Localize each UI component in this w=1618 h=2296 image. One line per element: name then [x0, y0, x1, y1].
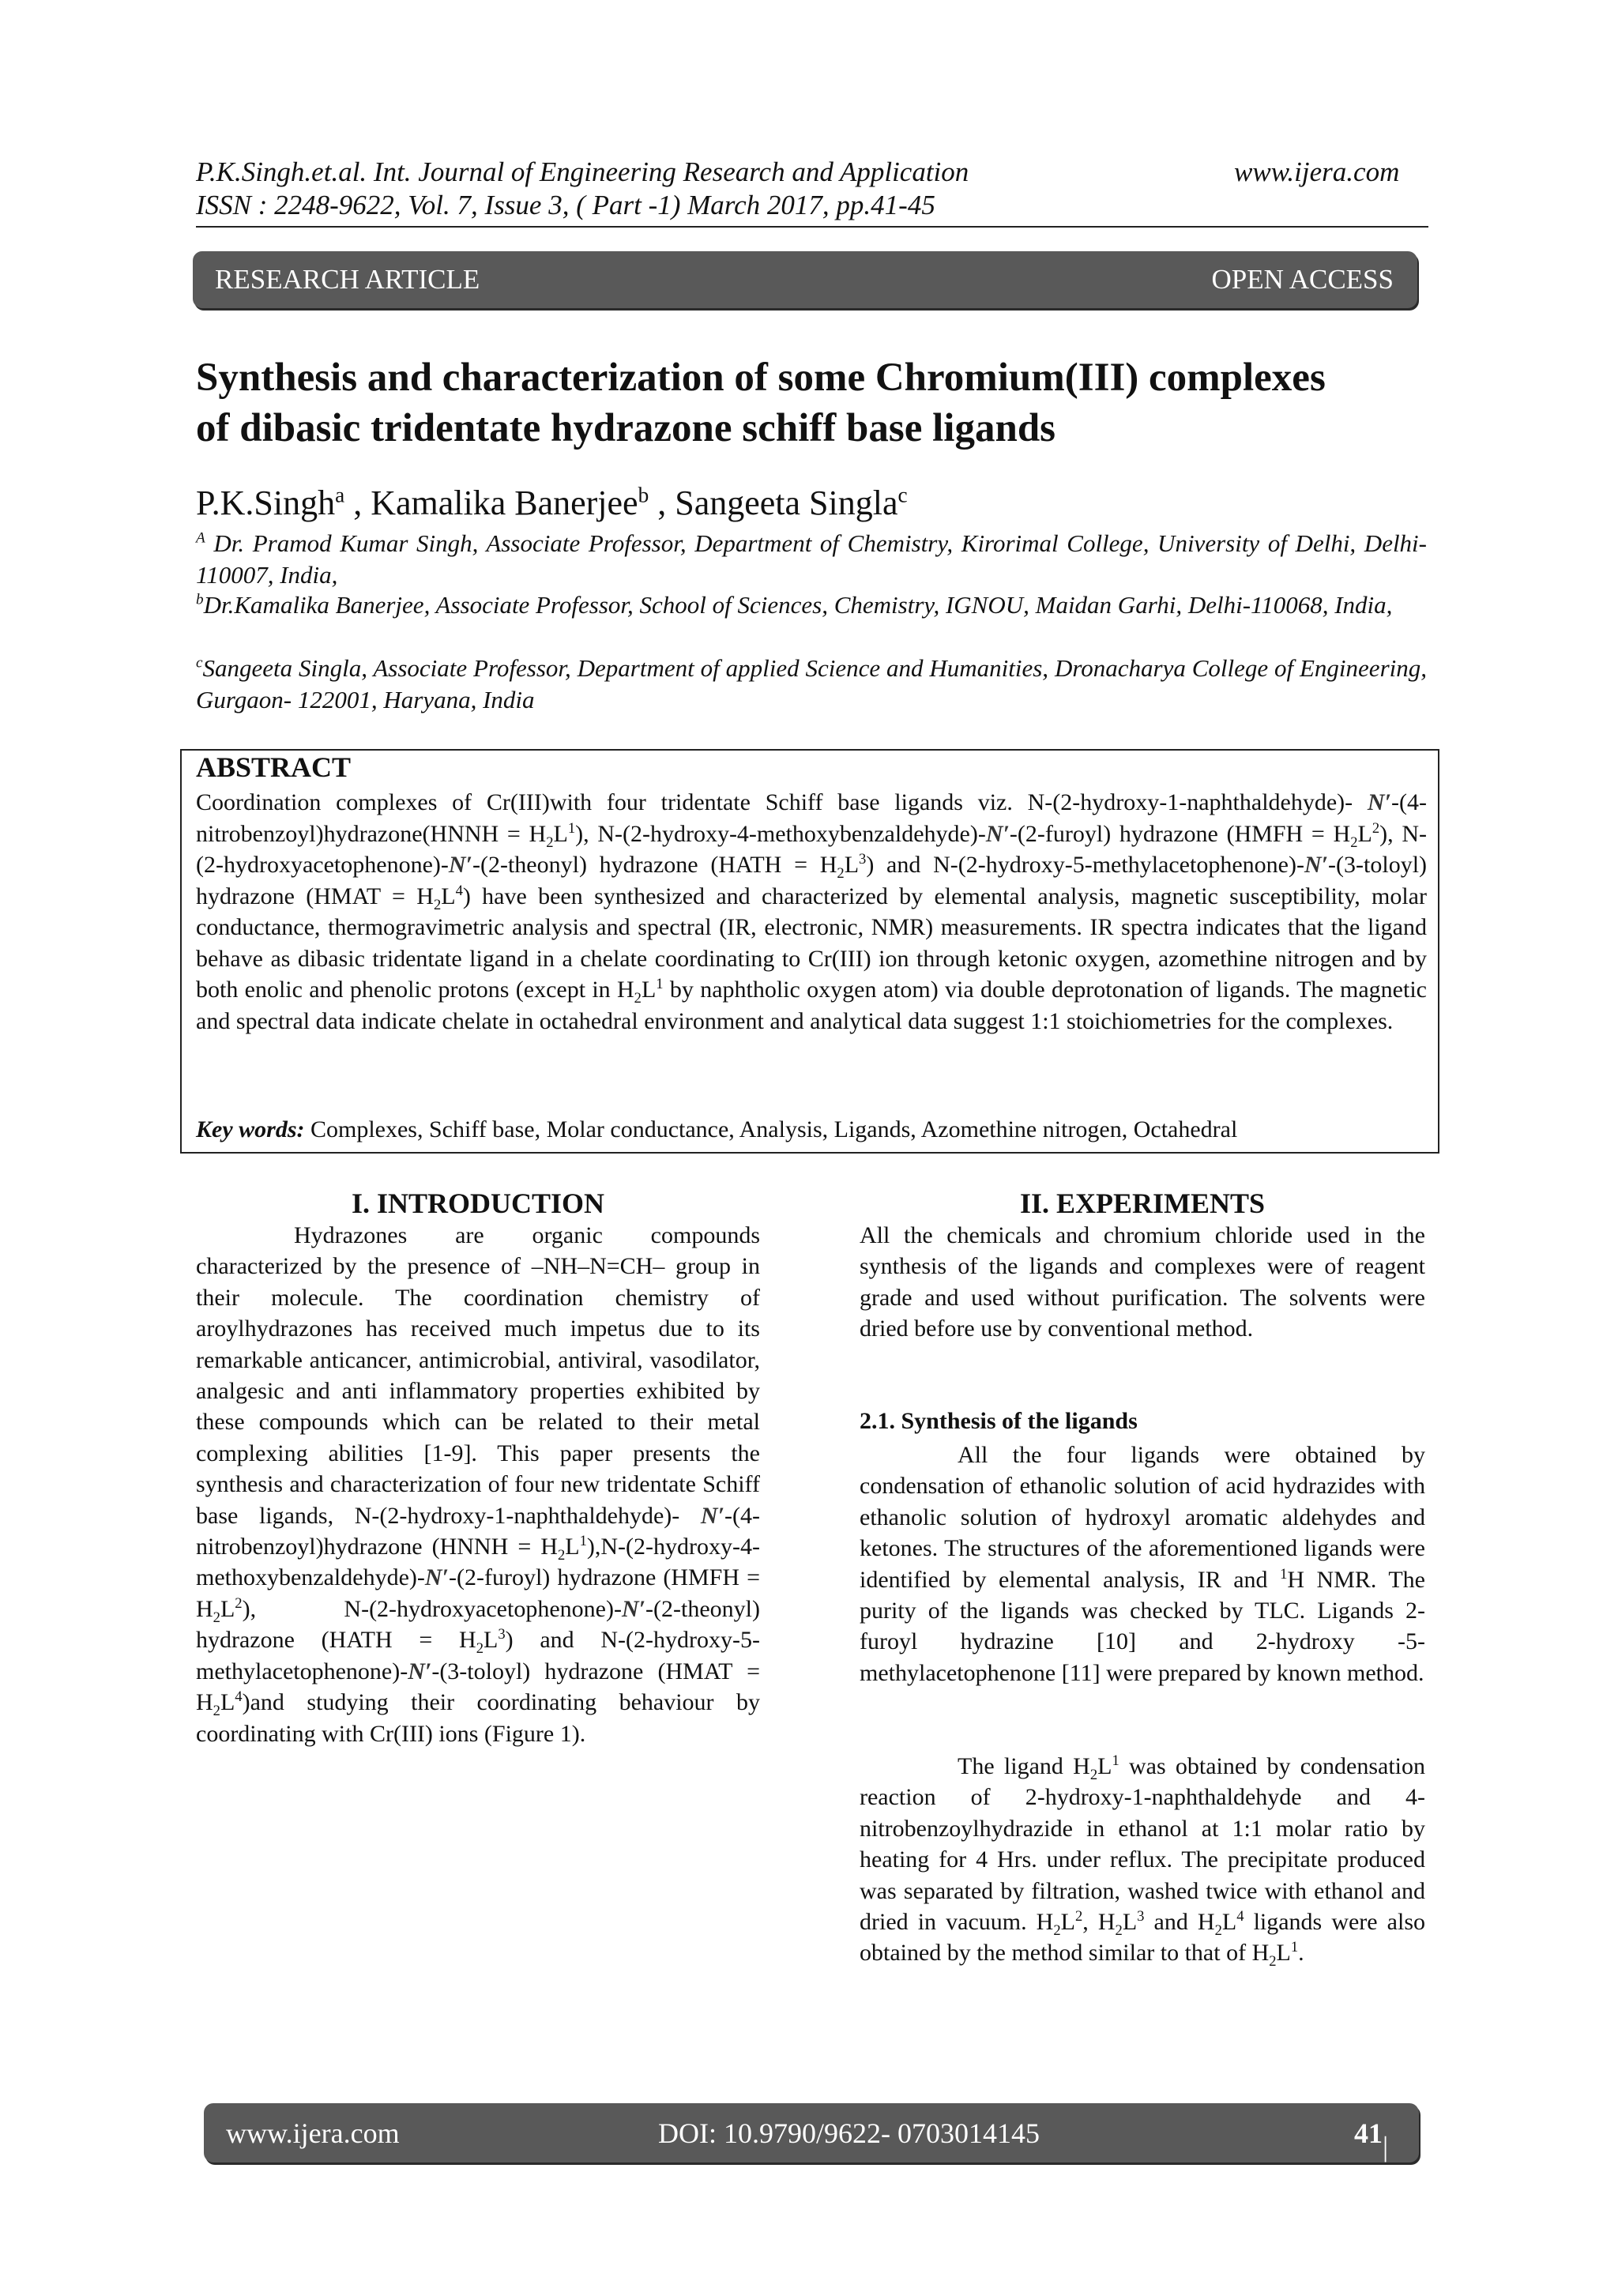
- affiliation-b: $^b$Dr.Kamalika Banerjee, Associate Professor, School of Sciences, Chemistry, IGNOU, Maidan Garhi, Delhi-110068, India,: [196, 591, 1393, 619]
- page-number: 41 | P a g e: [1354, 2117, 1398, 2295]
- page-footer: [204, 2103, 1419, 2295]
- article-type-banner: [193, 251, 1417, 308]
- introduction-heading: I. INTRODUCTION: [351, 1188, 605, 1219]
- affiliation-c: $^c$Sangeeta Singla, Associate Professor, Department of applied Science and Humanities, Dronacharya College of Engineering, Gurgaon- 122001, Haryana, India: [196, 654, 1427, 713]
- experiments-intro-text: All the chemicals and chromium chloride used in the synthesis of the ligands and complexes were of reagent grade and used without purification. The solvents were dried before use by conventional method.: [860, 1222, 1425, 1342]
- keywords: Key words: Complexes, Schiff base, Molar conductance, Analysis, Ligands, Azomethine nitrogen, Octahedral: [196, 1116, 1238, 1142]
- abstract-heading: ABSTRACT: [196, 751, 352, 783]
- author-list: P.K.Singh$^a$ , Kamalika Banerjee$^b$ , Sangeeta Singla$^c$: [196, 483, 908, 522]
- issn-line: ISSN : 2248-9622, Vol. 7, Issue 3, ( Part -1) March 2017, pp.41-45: [196, 190, 935, 220]
- synthesis-subheading: 2.1. Synthesis of the ligands: [860, 1408, 1138, 1434]
- research-article-label: RESEARCH ARTICLE: [215, 264, 480, 295]
- synthesis-text: All the four ligands were obtained by condensation of ethanolic solution of acid hydrazides with ethanolic solution of hydroxyl aromatic aldehydes and ketones. The structures of the aforementioned ligands were identified by elemental analysis, IR and $^1$H NMR. The purity of the ligands was checked by TLC. Ligands 2-furoyl hydrazine [10] and 2-hydroxy -5-methylacetophenone [11] were prepared by known method.: [860, 1442, 1425, 1686]
- abstract-text: Coordination complexes of Cr(III)with four tridentate Schiff base ligands viz. N-(2-hydroxy-1-naphthaldehyde)- N′-(4-nitrobenzoyl)hydrazone(HNNH = $H_2L^1$), N-(2-hydroxy-4-methoxybenzaldehyde)-N′-(2-furoyl) hydrazone (HMFH = $H_2L^2$), N-(2-hydroxyacetophenone)-N′-(2-theonyl) hydrazone (HATH = $H_2L^3$) and N-(2-hydroxy-5-methylacetophenone)-N′-(3-toloyl) hydrazone (HMAT = $H_2L^4$) have been synthesized and characterized by elemental analysis, magnetic susceptibility, molar conductance, thermogravimetric analysis and spectral (IR, electronic, NMR) measurements. IR spectra indicates that the ligand behave as dibasic tridentate ligand in a chelate coordinating to Cr(III) ion through ketonic oxygen, azomethine nitrogen and by both enolic and phenolic protons (except in $H_2L^1$ by naphtholic oxygen atom) via double deprotonation of ligands. The magnetic and spectral data indicate chelate in octahedral environment and analytical data suggest 1:1 stoichiometries for the complexes.: [196, 789, 1428, 1034]
- experiments-heading: II. EXPERIMENTS: [1019, 1188, 1266, 1219]
- ligand-h2l1-text: The ligand $H_2L^1$ was obtained by condensation reaction of 2-hydroxy-1-naphthaldehyde and 4-nitrobenzoylhydrazide in ethanol at 1:1 molar ratio by heating for 4 Hrs. under reflux. The precipitate produced was separated by filtration, washed twice with ethanol and dried in vacuum. $H_2L^2$, $H_2L^3$ and $H_2L^4$ ligands were also obtained by the method similar to that of $H_2L^1$.: [860, 1752, 1426, 1970]
- header-rule: [196, 226, 1428, 228]
- journal-header-line: P.K.Singh.et.al. Int. Journal of Engineering Research and Application: [196, 156, 969, 187]
- footer-website[interactable]: www.ijera.com: [226, 2117, 400, 2149]
- footer-doi[interactable]: DOI: 10.9790/9622- 0703014145: [658, 2117, 1040, 2149]
- paper-title: Synthesis and characterization of some Chromium(III) complexes of dibasic tridentate hydrazone schiff base ligands: [196, 356, 1326, 450]
- introduction-text: Hydrazones are organic compounds characterized by the presence of –NH–N=CH– group in their molecule. The coordination chemistry of aroylhydrazones has received much impetus due to its remarkable anticancer, antimicrobial, antiviral, vasodilator, analgesic and anti inflammatory properties exhibited by these compounds which can be related to their metal complexing abilities [1-9]. This paper presents the synthesis and characterization of four new tridentate Schiff base ligands, N-(2-hydroxy-1-naphthaldehyde)- N′-(4-nitrobenzoyl)hydrazone (HNNH = $H_2L^1),N-(2-hydroxy-4-methoxybenzaldehyde)-N'-(2-furoyl)$ hydrazone (HMFH = $H_2L^2$), N-(2-hydroxyacetophenone)-N′-(2-theonyl) hydrazone (HATH = $H_2L^3$) and N-(2-hydroxy-5-methylacetophenone)-N′-(3-toloyl) hydrazone (HMAT = $H_2L^4)and$ studying their coordinating behaviour by coordinating with Cr(III) ions (Figure 1).: [196, 1222, 760, 1747]
- open-access-label: OPEN ACCESS: [1211, 264, 1394, 295]
- affiliation-a: $^A$ Dr. Pramod Kumar Singh, Associate Professor, Department of Chemistry, Kirorimal College, University of Delhi, Delhi-110007, India,: [196, 529, 1427, 589]
- journal-website[interactable]: www.ijera.com: [1234, 156, 1400, 187]
